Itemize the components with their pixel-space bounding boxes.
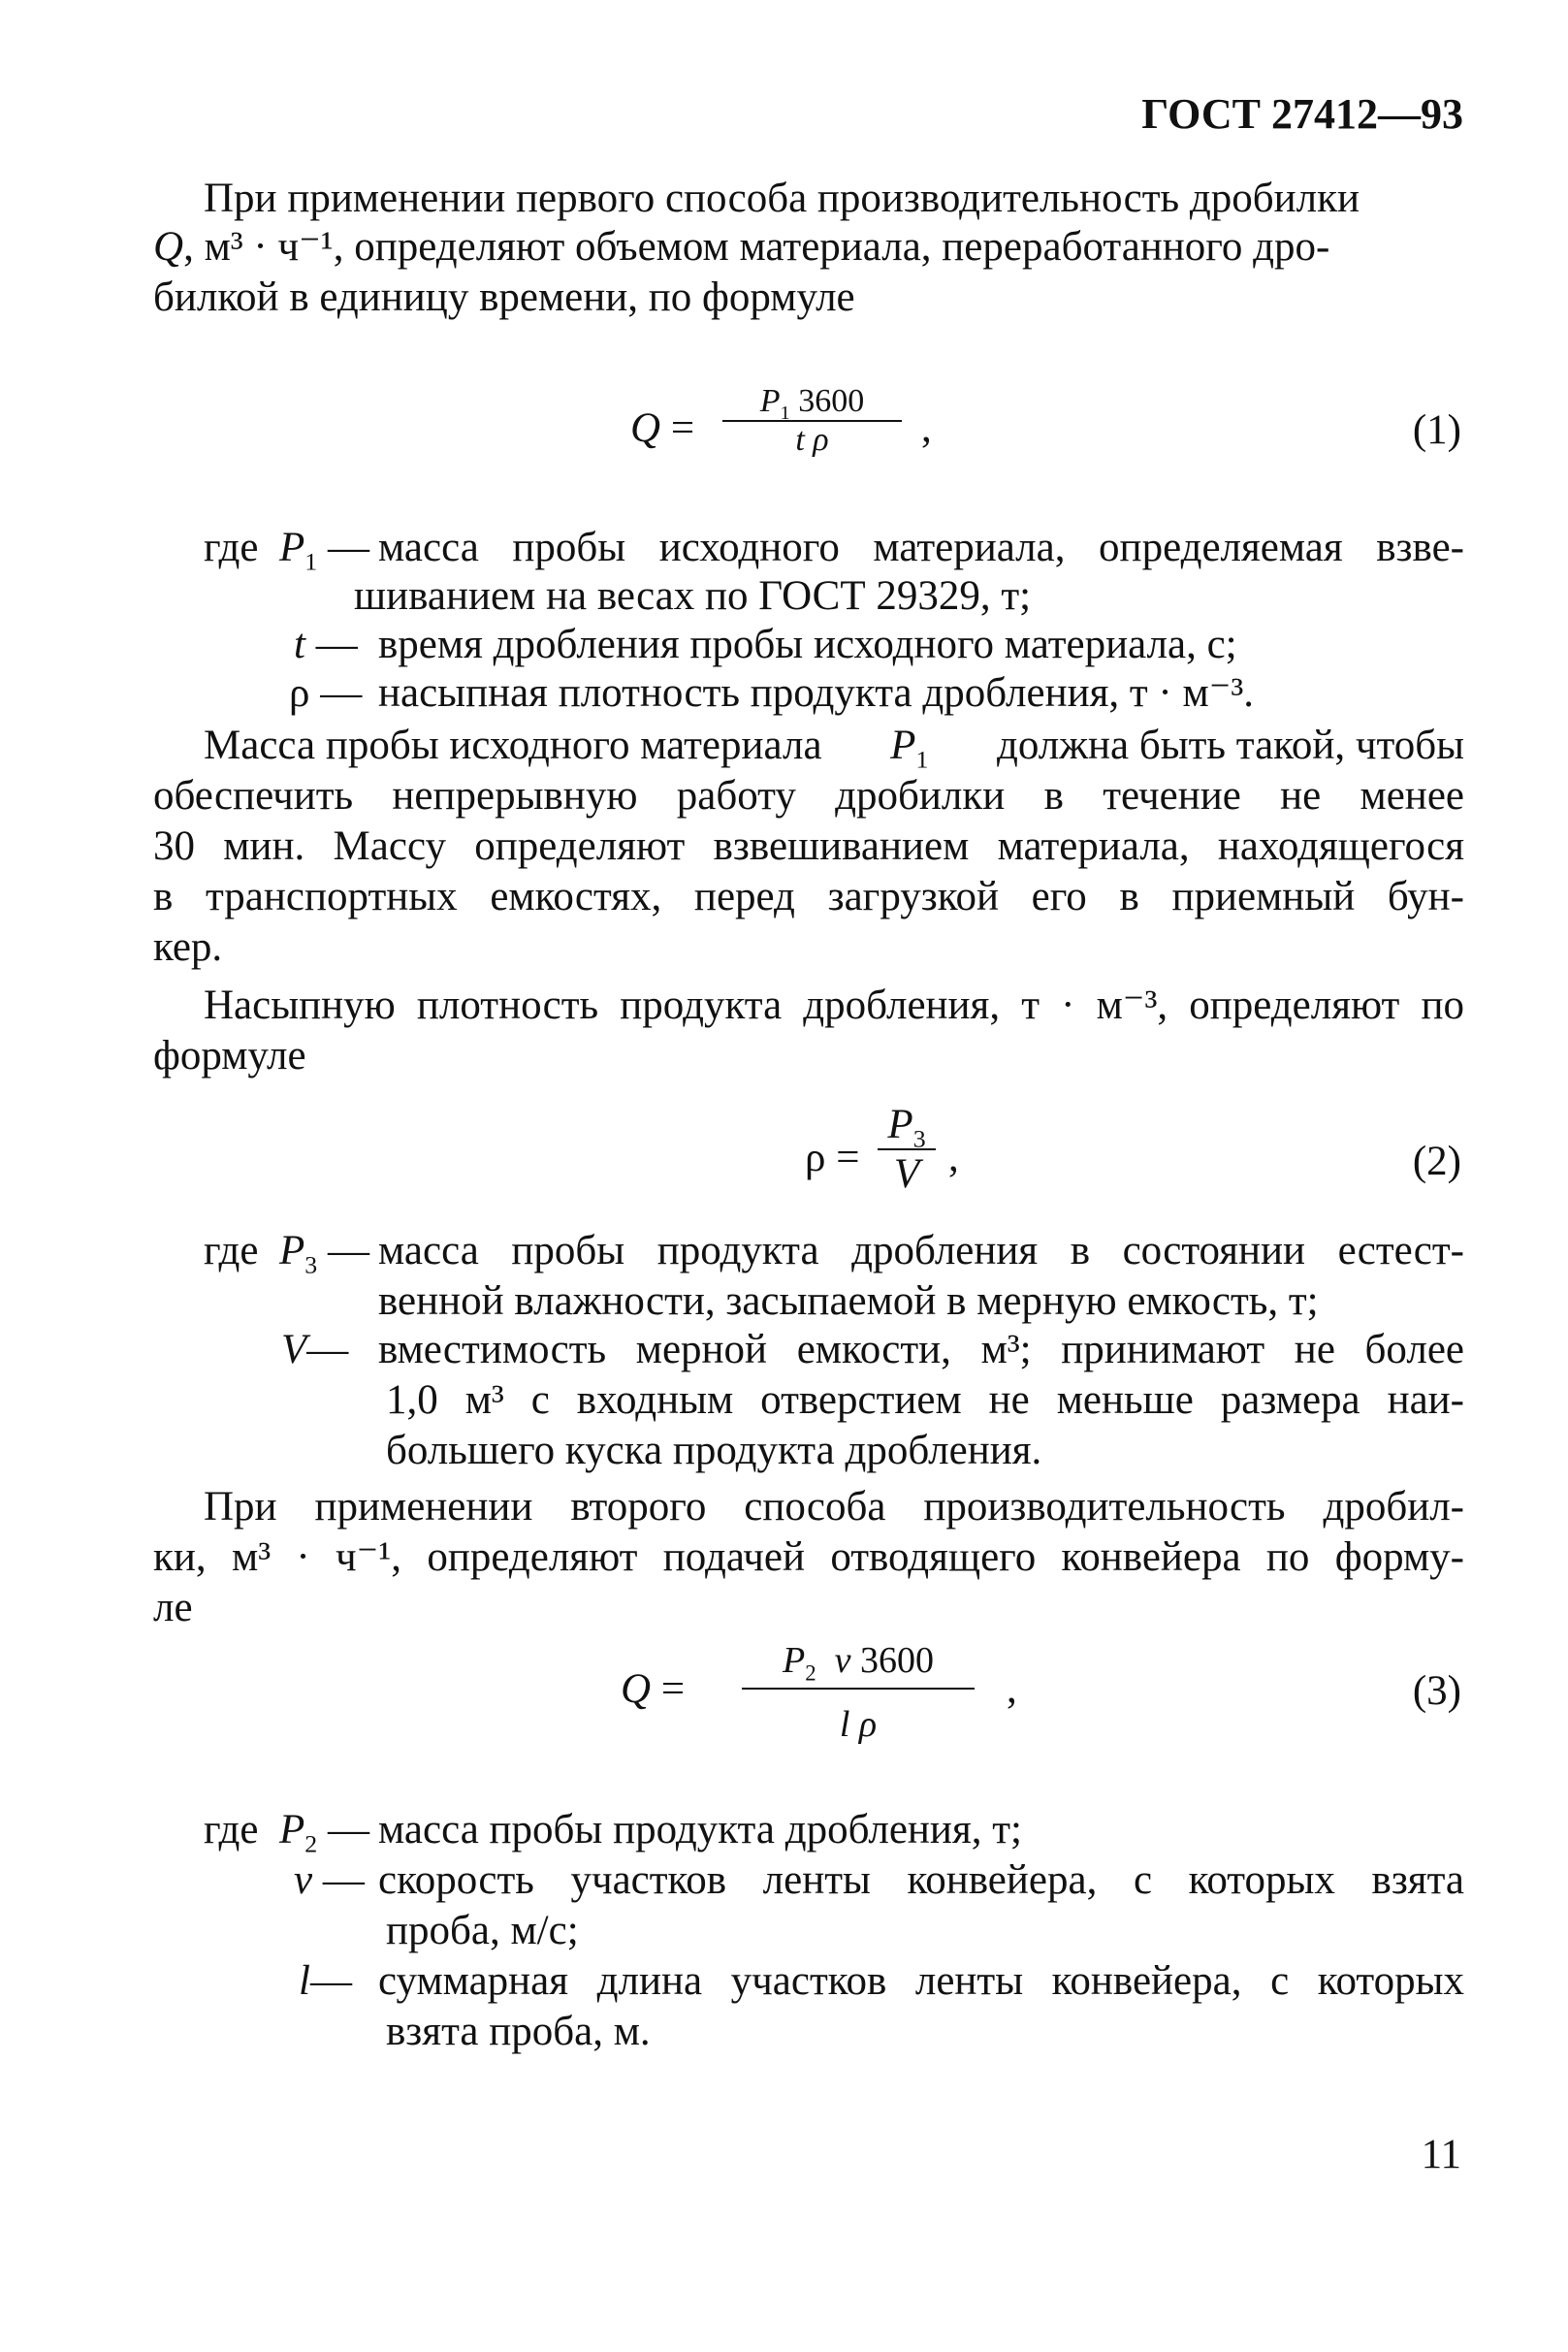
where2-desc-v-line3: большего куска продукта дробления.: [386, 1428, 1042, 1473]
where2-desc-v-line1: вместимость мерной емкости, м³; принимают не более: [378, 1327, 1464, 1372]
formula3-lhs: Q =: [621, 1666, 686, 1712]
formula3-denominator: l ρ: [839, 1704, 878, 1745]
para1-line2: Q, м³ · ч⁻¹, определяют объемом материала, переработанного дро-: [153, 224, 1330, 270]
where2-desc-p3-line1: масса пробы продукта дробления в состоянии естест-: [378, 1228, 1464, 1273]
fraction-bar: [742, 1688, 975, 1690]
where1-desc-t: время дробления пробы исходного материала, с;: [378, 622, 1237, 667]
para1-line1: При применении первого способа производительность дробилки: [204, 176, 1360, 221]
formula1-number: (1): [1412, 407, 1461, 453]
where3-intro: где: [204, 1807, 259, 1853]
unit: м³ · ч⁻¹: [204, 224, 334, 270]
where3-desc-v-line2: проба, м/с;: [386, 1908, 579, 1953]
formula2-comma: ,: [948, 1135, 959, 1180]
formula1-denominator: t ρ: [795, 422, 829, 458]
formula3-comma: ,: [1007, 1666, 1017, 1712]
para2-line4: в транспортных емкостях, перед загрузкой его в приемный бун-: [153, 874, 1464, 919]
where1-sym-p1: $P_1$ —: [279, 525, 369, 576]
para3-line1: Насыпную плотность продукта дробления, т · м⁻³, определяют по: [204, 983, 1464, 1028]
formula2-numerator: $P_3$: [887, 1102, 926, 1153]
para2-line5: кер.: [153, 924, 223, 970]
formula1-fraction: [722, 383, 902, 459]
where3-desc-l-line2: взята проба, м.: [386, 2009, 651, 2054]
where1-desc-p1-line1: масса пробы исходного материала, определяемая взве-: [378, 525, 1464, 570]
para2-line1: Масса пробы исходного материала $P_1$ должна быть такой, чтобы: [204, 723, 1464, 774]
para3-line2: формуле: [153, 1033, 306, 1079]
para4-line1: При применении второго способа производительность дробил-: [204, 1484, 1464, 1530]
para1-line2-rest: , определяют объемом материала, переработанного дро-: [333, 224, 1330, 270]
where1-sym-t: t —: [294, 622, 358, 667]
where2-desc-p3-line2: венной влажности, засыпаемой в мерную емкость, т;: [378, 1278, 1319, 1324]
where2-sym-v: V—: [281, 1327, 349, 1372]
where3-desc-l-line1: суммарная длина участков ленты конвейера, с которых: [378, 1958, 1464, 2004]
formula1-comma: ,: [921, 405, 932, 451]
formula1-lhs: Q =: [630, 405, 695, 451]
formula3-fraction: [742, 1639, 975, 1746]
formula3-numerator: $P_2$ v 3600: [783, 1640, 934, 1686]
para4-line2: ки, м³ · ч⁻¹, определяют подачей отводящего конвейера по форму-: [153, 1534, 1464, 1580]
para1-line3: билкой в единицу времени, по формуле: [153, 274, 855, 320]
where1-desc-rho: насыпная плотность продукта дробления, т · м⁻³.: [378, 670, 1255, 716]
where1-sym-rho: ρ —: [289, 670, 363, 716]
formula1-numerator: $P_1$ 3600: [759, 383, 865, 424]
para2-line3: 30 мин. Массу определяют взвешиванием материала, находящегося: [153, 823, 1464, 869]
where3-sym-v: v —: [294, 1857, 365, 1903]
where2-sym-p3: $P_3$ —: [279, 1228, 369, 1279]
page-number: 11: [1421, 2132, 1461, 2177]
where3-desc-p2: масса пробы продукта дробления, т;: [378, 1807, 1022, 1853]
formula2-lhs: ρ =: [805, 1135, 860, 1180]
where2-intro: где: [204, 1228, 259, 1273]
where3-sym-l: l—: [299, 1958, 352, 2004]
para4-line3: ле: [153, 1585, 193, 1630]
where1-desc-p1-line2: шиванием на весах по ГОСТ 29329, т;: [354, 573, 1032, 619]
q-symbol: Q: [153, 224, 184, 270]
formula2-denominator: V: [893, 1151, 920, 1197]
formula2-fraction: [878, 1101, 936, 1198]
where3-desc-v-line1: скорость участков ленты конвейера, с которых взята: [378, 1857, 1464, 1903]
document-code: ГОСТ 27412—93: [1141, 90, 1463, 138]
where1-intro: где: [204, 525, 259, 570]
where3-sym-p2: $P_2$ —: [279, 1807, 369, 1858]
para2-line2: обеспечить непрерывную работу дробилки в течение не менее: [153, 773, 1464, 819]
formula2-number: (2): [1412, 1139, 1461, 1184]
where2-desc-v-line2: 1,0 м³ с входным отверстием не меньше размера наи-: [386, 1377, 1464, 1423]
formula3-number: (3): [1412, 1668, 1461, 1714]
